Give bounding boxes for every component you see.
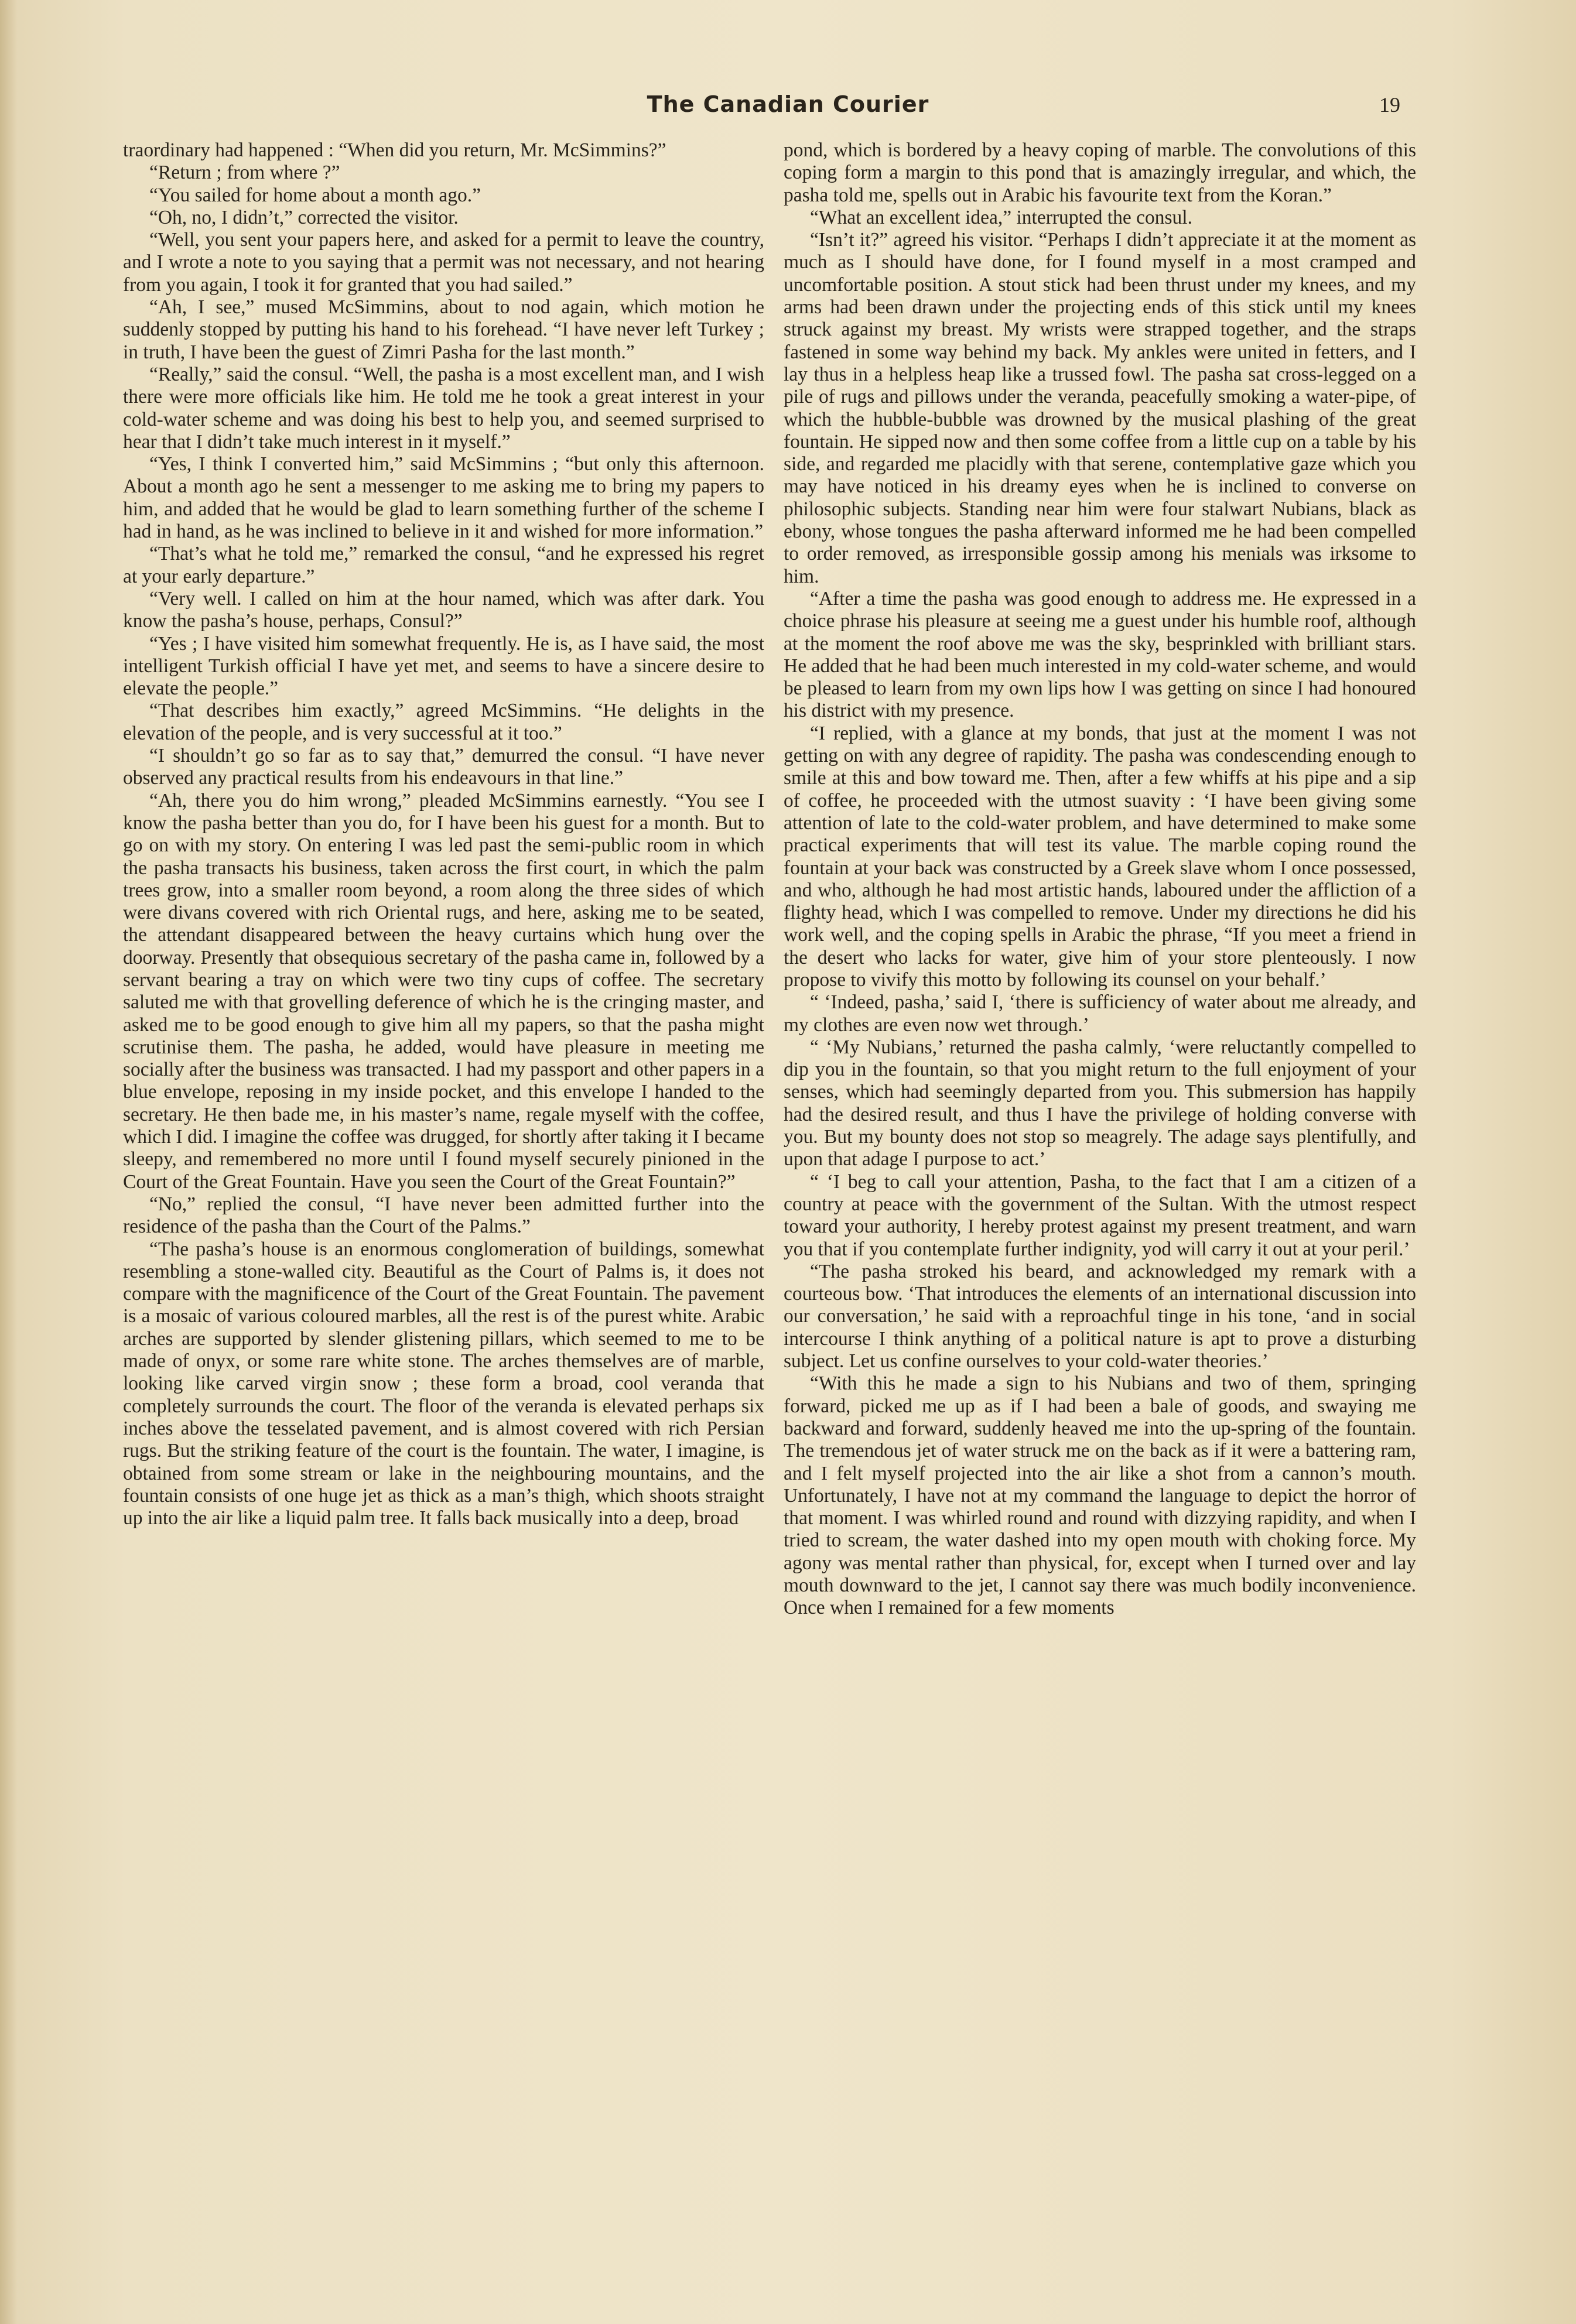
left-column xyxy=(123,139,764,1529)
paragraph: “With this he made a sign to his Nubians and two of them, springing forward, picked me up as if I had been a bale of goods, and swaying me backward and forward, suddenly heaved me into the up-spring of the fountain. The tremendous jet of water struck me on the back as if it were a battering ram, and I felt myself projected into the air like a shot from a cannon’s mouth. Unfortunately, I have not at my command the language to depict the horror of that moment. I was whirled round and round with dizzying rapidity, and when I tried to scream, the water dashed into my open mouth with choking force. My agony was mental rather than physical, for, except when I turned over and lay mouth downward to the jet, I cannot say there was much bodily inconvenience. Once when I remained for a few moments xyxy=(784,1373,1416,1619)
paragraph: pond, which is bordered by a heavy coping of marble. The convolutions of this coping form a margin to this pond that is amazingly irregular, and which, the pasha told me, spells out in Arabic his favourite text from the Koran.” xyxy=(784,139,1416,206)
paragraph: “Very well. I called on him at the hour named, which was after dark. You know the pasha’s house, perhaps, Consul?” xyxy=(123,587,764,632)
running-title: The Canadian Courier xyxy=(647,91,929,117)
page-header xyxy=(0,89,1576,124)
paragraph: “After a time the pasha was good enough to address me. He expressed in a choice phrase his pleasure at seeing me a guest under his humble roof, although at the moment the roof above me was the sky, besprinkled with brilliant stars. He added that he had been much interested in my cold-water scheme, and would be pleased to learn from my own lips how I was getting on since I had honoured his district with my presence. xyxy=(784,587,1416,722)
paragraph: “That describes him exactly,” agreed McSimmins. “He delights in the elevation of the people, and is very successful at it too.” xyxy=(123,700,764,744)
page-binding-edge xyxy=(0,0,16,2324)
paragraph: “The pasha stroked his beard, and acknowledged my remark with a courteous bow. ‘That introduces the elements of an international discussion into our conversation,’ he said with a reproachful tinge in his tone, ‘and in social intercourse I think anything of a political nature is apt to prove a disturbing subject. Let us confine ourselves to your cold-water theories.’ xyxy=(784,1260,1416,1373)
paragraph: “I shouldn’t go so far as to say that,” demurred the consul. “I have never observed any practical results from his endeavours in that line.” xyxy=(123,745,764,789)
paragraph: “Oh, no, I didn’t,” corrected the visitor. xyxy=(149,206,459,228)
paragraph: “ ‘I beg to call your attention, Pasha, to the fact that I am a citizen of a country at peace with the government of the Sultan. With the utmost respect toward your authority, I hereby protest against my present treatment, and warn you that if you contemplate further indignity, yod will carry it out at your peril.’ xyxy=(784,1170,1416,1260)
paragraph: “Really,” said the consul. “Well, the pasha is a most excellent man, and I wish there were more officials like him. He told me he took a great interest in your cold-water scheme and was doing his best to help you, and seemed surprised to hear that I didn’t take much interest in it myself.” xyxy=(123,363,764,453)
paragraph: “Yes, I think I converted him,” said McSimmins ; “but only this afternoon. About a month ago he sent a messenger to me asking me to bring my papers to him, and added that he would be glad to learn something further of the scheme I had in hand, as he was inclined to believe in it and wished for more information.” xyxy=(123,453,764,543)
paragraph: “ ‘My Nubians,’ returned the pasha calmly, ‘were reluctantly compelled to dip you in the fountain, so that you might return to the full enjoyment of your senses, which had seemingly departed from you. This submersion has happily had the desired result, and thus I have the privilege of holding converse with you. But my bounty does not stop so meagrely. The adage says plentifully, and upon that adage I purpose to act.’ xyxy=(784,1036,1416,1170)
paragraph: traordinary had happened : “When did you return, Mr. McSimmins?” xyxy=(123,139,666,161)
paragraph: “Yes ; I have visited him somewhat frequently. He is, as I have said, the most intelligent Turkish official I have yet met, and seems to have a sincere desire to elevate the people.” xyxy=(123,632,764,700)
paragraph: “No,” replied the consul, “I have never been admitted further into the residence of the pasha than the Court of the Palms.” xyxy=(123,1193,764,1238)
paragraph: “Well, you sent your papers here, and asked for a permit to leave the country, and I wrote a note to you saying that a permit was not necessary, and not hearing from you again, I took it for granted that you had sailed.” xyxy=(123,229,764,296)
right-column xyxy=(784,139,1416,1620)
paragraph: “The pasha’s house is an enormous conglomeration of buildings, somewhat resembling a stone-walled city. Beautiful as the Court of Palms is, it does not compare with the magnificence of the Court of the Great Fountain. The pavement is a mosaic of various coloured marbles, all the rest is of the purest white. Arabic arches are supported by slender glistening pillars, which seemed to me to be made of onyx, or some rare white stone. The arches themselves are of marble, looking like carved virgin snow ; these form a broad, cool veranda that completely surrounds the court. The floor of the veranda is elevated perhaps six inches above the tesselated pavement, and is almost covered with rich Persian rugs. But the striking feature of the court is the fountain. The water, I imagine, is obtained from some stream or lake in the neighbouring mountains, and the fountain consists of one huge jet as thick as a man’s thigh, which shoots straight up into the air like a liquid palm tree. It falls back musically into a deep, broad xyxy=(123,1238,764,1529)
paragraph: “Return ; from where ?” xyxy=(149,162,340,184)
paragraph: “What an excellent idea,” interrupted the consul. xyxy=(810,206,1192,228)
page-number: 19 xyxy=(1379,93,1400,117)
paragraph: “That’s what he told me,” remarked the consul, “and he expressed his regret at your early departure.” xyxy=(123,543,764,587)
paragraph: “ ‘Indeed, pasha,’ said I, ‘there is sufficiency of water about me already, and my clothes are even now wet through.’ xyxy=(784,991,1416,1036)
paragraph: “Ah, there you do him wrong,” pleaded McSimmins earnestly. “You see I know the pasha better than you do, for I have been his guest for a month. But to go on with my story. On entering I was led past the semi-public room in which the pasha transacts his business, taken across the first court, in which the palm trees grow, into a smaller room beyond, a room along the three sides of which were divans covered with rich Oriental rugs, and here, asking me to be seated, the attendant disappeared between the heavy curtains which hung over the doorway. Presently that obsequious secretary of the pasha came in, followed by a servant bearing a tray on which were two tiny cups of coffee. The secretary saluted me with that grovelling deference of which he is the cringing master, and asked me to be good enough to give him all my papers, so that the pasha might scrutinise them. The pasha, he added, would have pleasure in meeting me socially after the business was transacted. I had my passport and other papers in a blue envelope, reposing in my inside pocket, and this envelope I handed to the secretary. He then bade me, in his master’s name, regale myself with the coffee, which I did. I imagine the coffee was drugged, for shortly after taking it I became sleepy, and remembered no more until I found myself securely pinioned in the Court of the Great Fountain. Have you seen the Court of the Great Fountain?” xyxy=(123,789,764,1193)
paragraph: “Isn’t it?” agreed his visitor. “Perhaps I didn’t appreciate it at the moment as much as I should have done, for I found myself in a most cramped and uncomfortable position. A stout stick had been thrust under my knees, and my arms had been drawn under the projecting ends of this stick until my knees struck against my breast. My wrists were strapped together, and the straps fastened in some way behind my back. My ankles were united in fetters, and I lay thus in a helpless heap like a trussed fowl. The pasha sat cross-legged on a pile of rugs and pillows under the veranda, peacefully smoking a water-pipe, of which the hubble-bubble was drowned by the musical plashing of the great fountain. He sipped now and then some coffee from a little cup on a table by his side, and regarded me placidly with that serene, contemplative gaze which you may have noticed in his dreamy eyes when he is inclined to converse on philosophic subjects. Standing near him were four stalwart Nubians, black as ebony, whose tongues the pasha afterward informed me he had been compelled to order removed, as irresponsible gossip among his menials was irksome to him. xyxy=(784,229,1416,587)
paragraph: “I replied, with a glance at my bonds, that just at the moment I was not getting on with any degree of rapidity. The pasha was condescending enough to smile at this and bow toward me. Then, after a few whiffs at his pipe and a sip of coffee, he proceeded with the utmost suavity : ‘I have been giving some attention of late to the cold-water problem, and have determined to make some practical experiments that will test its value. The marble coping round the fountain at your back was constructed by a Greek slave whom I once possessed, and who, although he had most artistic hands, laboured under the affliction of a flighty head, which I was compelled to remove. Under my directions he did his work well, and the coping spells in Arabic the phrase, “If you meet a friend in the desert who lacks for water, give him of your store plenteously. I now propose to vivify this motto by following its counsel on your behalf.’ xyxy=(784,722,1416,991)
paragraph: “You sailed for home about a month ago.” xyxy=(149,184,481,206)
paragraph: “Ah, I see,” mused McSimmins, about to nod again, which motion he suddenly stopped by putting his hand to his forehead. “I have never left Turkey ; in truth, I have been the guest of Zimri Pasha for the last month.” xyxy=(123,296,764,363)
